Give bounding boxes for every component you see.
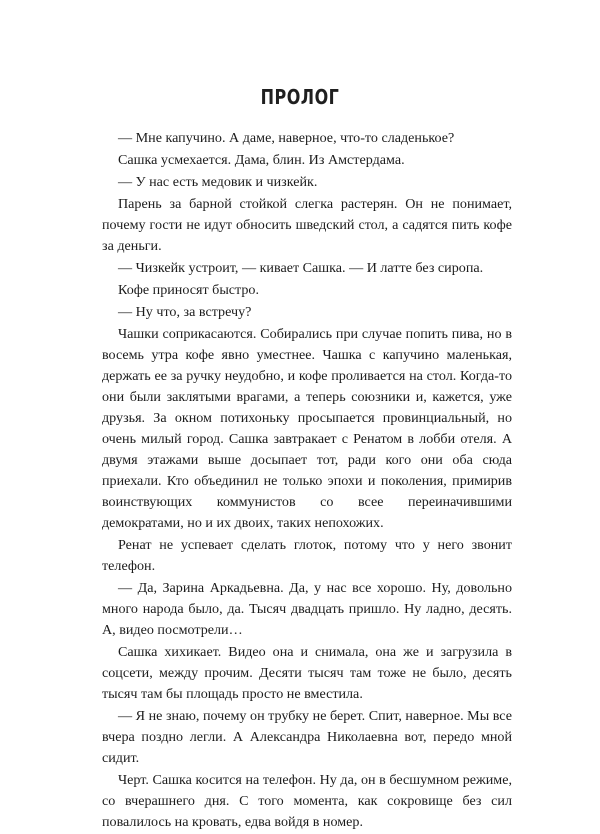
paragraph: Кофе приносят быстро.: [118, 282, 259, 298]
body-text: [102, 128, 512, 834]
paragraph: — Я не знаю, почему он трубку не берет. Спит, наверное. Мы все вчера поздно легли. А Александра Николаевна вот, передо мной сидит.: [102, 708, 512, 766]
chapter-title: ПРОЛОГ: [260, 85, 340, 109]
paragraph: — Чизкейк устроит, — кивает Сашка. — И латте без сиропа.: [118, 260, 484, 276]
paragraph: Сашка хихикает. Видео она и снимала, она же и загрузила в соцсети, между прочим. Десяти тысяч там тоже не было, десять тысяч там бы площадь просто не вместила.: [102, 644, 512, 702]
paragraph: Парень за барной стойкой слегка растерян. Он не понимает, почему гости не идут обносить шведский стол, а садятся пить кофе за деньги.: [102, 196, 512, 254]
paragraph: — Да, Зарина Аркадьевна. Да, у нас все хорошо. Ну, довольно много народа было, да. Тысяч двадцать пришло. Ну ладно, десять. А, видео посмотрели…: [102, 580, 512, 638]
paragraph: Ренат не успевает сделать глоток, потому что у него звонит телефон.: [102, 537, 512, 574]
paragraph: — Ну что, за встречу?: [118, 304, 252, 320]
paragraph: Сашка усмехается. Дама, блин. Из Амстердама.: [118, 152, 405, 168]
paragraph: Черт. Сашка косится на телефон. Ну да, он в бесшумном режиме, со вчерашнего дня. С того момента, как сокровище без сил повалилось на кровать, едва войдя в номер.: [102, 772, 512, 830]
paragraph: — Мне капучино. А даме, наверное, что-то сладенькое?: [118, 130, 455, 146]
paragraph: — У нас есть медовик и чизкейк.: [118, 174, 318, 190]
paragraph: Чашки соприкасаются. Собирались при случае попить пива, но в восемь утра кофе явно уместнее. Чашка с капучино маленькая, держать ее за ручку неудобно, и кофе проливается на стол. Когда-то они были заклятыми врагами, а теперь союзники и, кажется, уже друзья. За окном потихоньку просыпается провинциальный, но очень милый город. Сашка завтракает с Ренатом в лобби отеля. А двумя этажами выше досыпает тот, ради кого они оба сюда приехали. Кто объединил не только эпохи и поколения, примирив воинствующих коммунистов со всее переиначившими демократами, но и их двоих, таких непохожих.: [102, 326, 512, 531]
